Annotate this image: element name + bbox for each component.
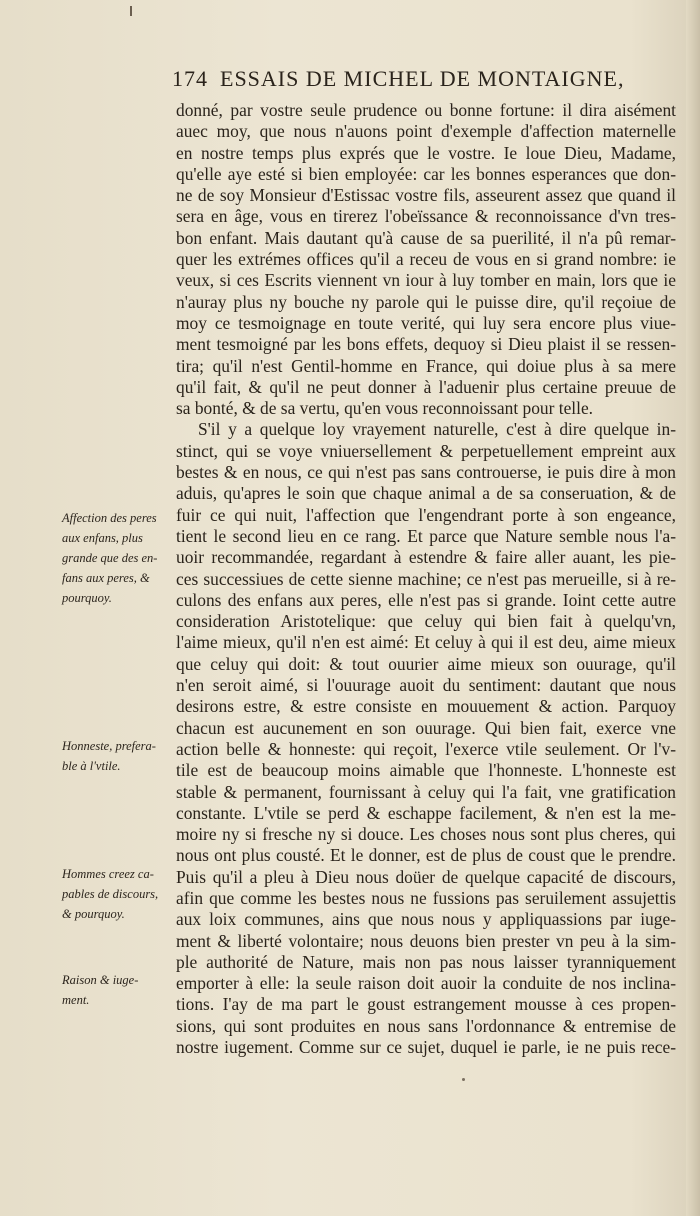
text-line: tira; qu'il n'est Gentil-homme en France, qui doiue plus à sa mere — [176, 355, 676, 376]
text-line: aduis, qu'apres le soin que chaque animal a de sa conseruation, & de — [176, 483, 676, 504]
text-line: sa bonté, & de sa vertu, qu'en vous reconnoissant pour telle. — [176, 398, 594, 419]
text-line: stable & permanent, fournissant à celuy qui l'a fait, vne gratification — [176, 781, 676, 802]
margin-note-line: grande que des en- — [62, 551, 158, 565]
text-line: sions, qui sont produites en nous sans l'ordonnance & entremise de — [176, 1015, 676, 1036]
text-line: Puis qu'il a pleu à Dieu nous doüer de quelque capacité de discours, — [176, 866, 676, 887]
text-line: en nostre temps plus exprés que le vostre. Ie loue Dieu, Madame, — [176, 142, 676, 163]
text-line: qu'elle aye esté si bien employée: car les bonnes esperances que don- — [176, 163, 676, 184]
running-title: ESSAIS DE MICHEL DE MONTAIGNE, — [220, 66, 625, 91]
text-line: tient le second lieu en ce rang. Et parce que Nature semble nous l'a- — [176, 525, 676, 546]
ink-mark — [130, 6, 132, 16]
text-line: tile est de beaucoup moins aimable que l'honneste. L'honneste est — [176, 760, 676, 781]
text-line: S'il y a quelque loy vrayement naturelle, c'est à dire quelque in- — [198, 419, 676, 440]
margin-note-line: pourquoy. — [62, 591, 112, 605]
margin-note-line: Hommes creez ca- — [62, 867, 154, 881]
text-line: ple authorité de Nature, mais non pas nous laisser tyranniquement — [176, 951, 676, 972]
page-edge — [686, 0, 700, 1216]
margin-note-affection — [62, 508, 174, 608]
margin-note-line: fans aux peres, & — [62, 571, 150, 585]
text-line: donné, par vostre seule prudence ou bonne fortune: il dira aisément — [176, 100, 676, 120]
text-line: n'auray plus ny bouche ny parole qui le puisse dire, qu'il reçoiue de — [176, 291, 676, 312]
margin-note-honneste — [62, 736, 174, 776]
ink-speck — [462, 1078, 465, 1081]
margin-note-line: ment. — [62, 993, 90, 1007]
text-line: nostre iugement. Comme sur ce sujet, duquel ie parle, ie ne puis rece- — [176, 1037, 676, 1058]
margin-note-line: ble à l'vtile. — [62, 759, 121, 773]
text-line: afin que comme les bestes nous ne fussions pas seruilement assujettis — [176, 887, 676, 908]
text-line: tions. I'ay de ma part le goust estrangement mousse à ces propen- — [176, 994, 676, 1015]
text-line: stinct, qui se voye vniuersellement & perpetuellement empreint aux — [176, 440, 676, 461]
text-line: uoir recommandée, regardant à estendre & faire aller auant, les pie- — [176, 547, 676, 568]
text-line: qu'il fait, & qu'il ne peut donner à l'aduenir plus certaine preuue de — [176, 376, 676, 397]
margin-note-line: Honneste, prefera- — [62, 739, 156, 753]
text-line: emporter à elle: la seule raison doit auoir la conduite de nos inclina- — [176, 973, 676, 994]
margin-note-line: Affection des peres — [62, 511, 157, 525]
text-line: ment tesmoigné par les bons effets, dequoy si Dieu plaist il se ressen- — [176, 334, 676, 355]
text-line: ces successiues de cette sienne machine; ce n'est pas merueille, si à re- — [176, 568, 676, 589]
text-line: bestes & en nous, ce qui n'est pas sans controuerse, ie puis dire à mon — [176, 462, 676, 483]
text-line: sera en âge, vous en tirerez l'obeïssance & reconnoissance d'vn tres- — [176, 206, 676, 227]
body-text — [176, 100, 676, 1058]
text-line: chacun est aucunement en son ouurage. Qui bien fait, exerce vne — [176, 717, 676, 738]
margin-note-raison — [62, 970, 174, 1010]
text-line: moy ce tesmoignage en toute verité, qui luy sera encore plus viue- — [176, 312, 676, 333]
text-line: fuir ce qui nuit, l'affection que l'engendrant porte à son engeance, — [176, 504, 676, 525]
text-line: bon enfant. Mais dautant qu'à cause de sa puerilité, il n'a pû remar- — [176, 227, 676, 248]
text-line: desirons estre, & estre consiste en mouuement & action. Parquoy — [176, 696, 676, 717]
text-line: l'aime mieux, qu'il n'en est aimé: Et celuy à qui il est deu, aime mieux — [176, 632, 676, 653]
text-line: quer les extrémes offices qu'il a receu de vous en si grand nombre: ie — [176, 249, 676, 270]
margin-note-line: aux enfans, plus — [62, 531, 143, 545]
text-line: veux, si ces Escrits viennent vn iour à luy tomber en main, lors que ie — [176, 270, 676, 291]
running-header — [172, 66, 672, 92]
text-line: ment & liberté volontaire; nous deuons bien prester vn peu à la sim- — [176, 930, 676, 951]
margin-note-line: pables de discours, — [62, 887, 159, 901]
page-number: 174 — [172, 66, 208, 91]
text-line: constante. L'vtile se perd & eschappe facilement, & n'en est la me- — [176, 802, 676, 823]
text-line: nous ont plus cousté. Et le donner, est de plus de coust que le prendre. — [176, 845, 676, 866]
text-line: n'en seroit aimé, si l'ouurage auoit du sentiment: dautant que nous — [176, 675, 676, 696]
margin-note-hommes — [62, 864, 174, 924]
text-line: culons des enfans aux peres, elle n'est pas si grande. Ioint cette autre — [176, 589, 676, 610]
text-line: moire ny si fresche ny si douce. Les choses nous sont plus cheres, qui — [176, 824, 676, 845]
text-line: consideration Aristotelique: que celuy qui bien fait à quelqu'vn, — [176, 611, 676, 632]
text-line: aux loix communes, ains que nous nous y appliquassions par iuge- — [176, 909, 676, 930]
text-line: action belle & honneste: qui reçoit, l'exerce vtile seulement. Or l'v- — [176, 738, 676, 759]
margin-note-line: & pourquoy. — [62, 907, 125, 921]
text-line: que celuy qui doit: & tout ouurier aime mieux son ouurage, qu'il — [176, 653, 676, 674]
text-line: auec moy, que nous n'auons point d'exemple d'affection maternelle — [176, 121, 676, 142]
margin-note-line: Raison & iuge- — [62, 973, 139, 987]
text-line: ne de soy Monsieur d'Estissac vostre fils, asseurent assez que quand il — [176, 185, 676, 206]
